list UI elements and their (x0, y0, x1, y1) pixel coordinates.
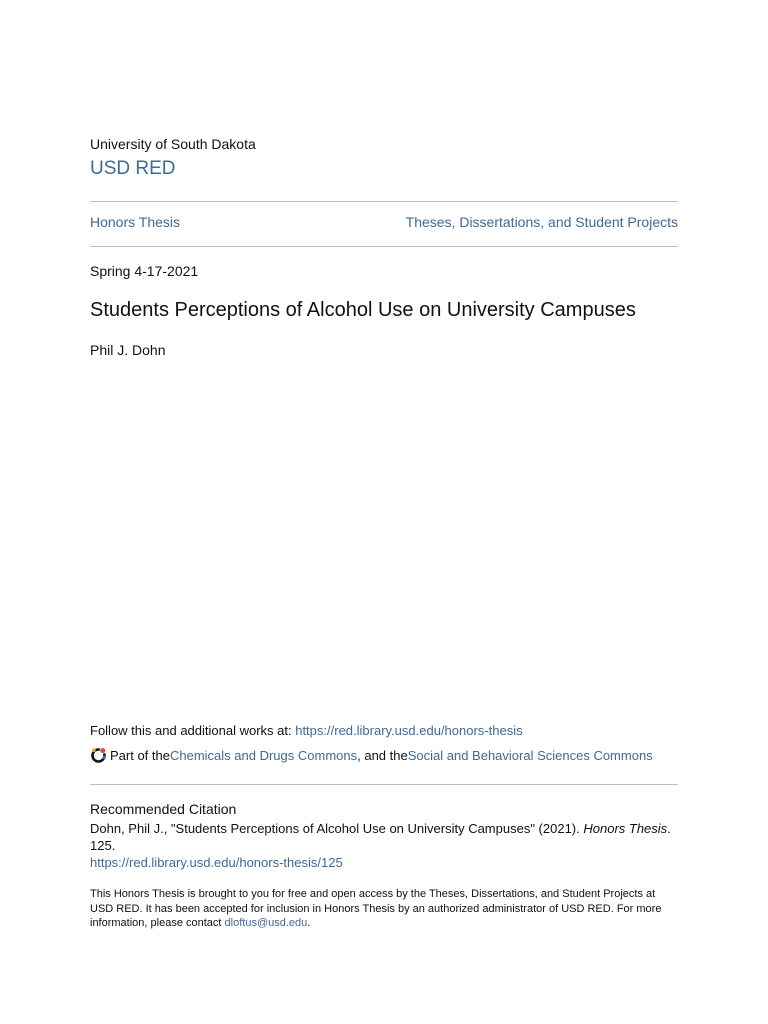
citation-number: . 125. (90, 821, 671, 853)
repository-link[interactable]: USD RED (90, 158, 176, 179)
citation-block (90, 820, 690, 871)
part-of-line (90, 747, 653, 764)
follow-label: Follow this and additional works at: (90, 723, 296, 738)
parent-collection-link[interactable]: Theses, Dissertations, and Student Projects (405, 214, 678, 230)
follow-url-link[interactable]: https://red.library.usd.edu/honors-thesis (295, 723, 523, 738)
author-name: Phil J. Dohn (90, 342, 166, 358)
divider-citation (90, 784, 678, 785)
part-of-joiner: , and the (357, 748, 408, 763)
citation-text: Dohn, Phil J., "Students Perceptions of Alcohol Use on University Campuses" (2021). (90, 821, 584, 836)
citation-series: Honors Thesis (583, 821, 668, 836)
citation-heading: Recommended Citation (90, 801, 237, 817)
cover-page (90, 0, 678, 1024)
divider-nav (90, 246, 678, 247)
divider-top (90, 201, 678, 202)
chemicals-drugs-commons-link[interactable]: Chemicals and Drugs Commons (169, 748, 358, 763)
part-of-prefix: Part of the (110, 748, 170, 763)
document-title: Students Perceptions of Alcohol Use on University Campuses (90, 299, 636, 321)
citation-url-link[interactable]: https://red.library.usd.edu/honors-thesis/125 (90, 855, 343, 870)
access-statement-end: . (307, 917, 311, 929)
collection-link[interactable]: Honors Thesis (90, 214, 181, 230)
network-commons-icon (90, 747, 107, 764)
access-statement-text: This Honors Thesis is brought to you for free and open access by the Theses, Dissertations, and Student Projects at USD RED. It has been accepted for inclusion in Honors Thesis by an authorized administrator of USD RED. For more information, please contact (90, 888, 662, 929)
access-statement (90, 887, 670, 931)
follow-line (90, 723, 523, 738)
contact-email-link[interactable]: dloftus@usd.edu (224, 917, 308, 929)
social-behavioral-commons-link[interactable]: Social and Behavioral Sciences Commons (407, 748, 653, 763)
institution-name: University of South Dakota (90, 136, 256, 152)
publication-date: Spring 4-17-2021 (90, 263, 199, 279)
